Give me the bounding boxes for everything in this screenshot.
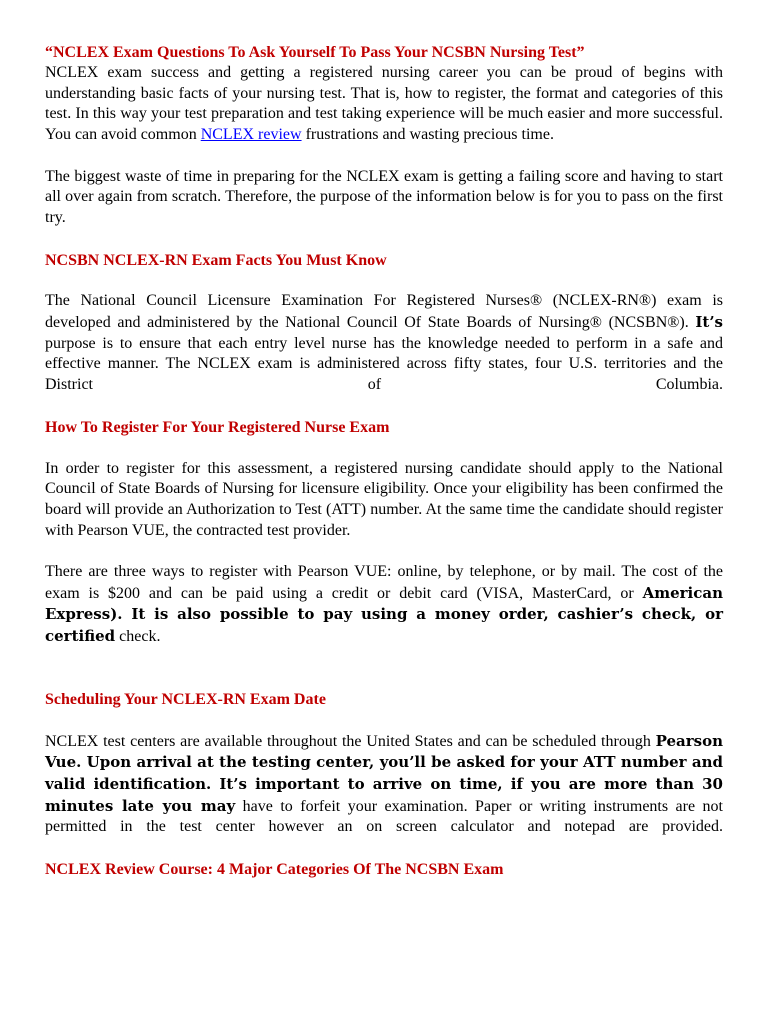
section-heading-scheduling: Scheduling Your NCLEX-RN Exam Date — [45, 690, 326, 708]
section-heading-review-course: NCLEX Review Course: 4 Major Categories Of The NCSBN Exam — [45, 860, 504, 878]
register-paragraph-2 — [45, 562, 723, 648]
intro-paragraph — [45, 63, 723, 146]
scheduling-text-1: NCLEX test centers are available throughout the United States and can be scheduled through — [45, 732, 656, 750]
spacer — [45, 648, 723, 689]
spacer — [45, 838, 723, 859]
section-heading-exam-facts: NCSBN NCLEX-RN Exam Facts You Must Know — [45, 251, 387, 269]
spacer — [45, 438, 723, 459]
nclex-review-link[interactable]: NCLEX review — [200, 126, 302, 144]
document-title: “NCLEX Exam Questions To Ask Yourself To Pass Your NCSBN Nursing Test” — [45, 44, 585, 61]
spacer — [45, 146, 723, 167]
exam-facts-text-3: purpose is to ensure that each entry level nurse has the knowledge needed to perform in a safe and effective manner. The NCLEX exam is administered across fifty states, four U.S. territories and the District of Columbia. — [45, 334, 723, 394]
failing-score-paragraph: The biggest waste of time in preparing for the NCLEX exam is getting a failing score and having to start all over again from scratch. Therefore, the purpose of the information below is for you to pass on the first try. — [45, 167, 723, 226]
document-page — [45, 42, 723, 880]
scheduling-paragraph — [45, 731, 723, 839]
spacer — [45, 541, 723, 562]
register-text-2: American Express). It is also possible to pay using a money order, cashier’s check, or certified — [45, 583, 723, 646]
spacer — [45, 229, 723, 250]
intro-text-before-link: NCLEX exam success and getting a registered nursing career you can be proud of begins with understanding basic facts of your nursing test. That is, how to register, the format and categories of this test. In this way your test preparation and test taking experience will be much easier and more successful. You can avoid common — [45, 64, 723, 144]
scheduling-text-3: have to forfeit your examination. Paper or writing instruments are not permitted in the test center however an on screen calculator and notepad are provided. — [45, 797, 724, 836]
exam-facts-text-1: The National Council Licensure Examination For Registered Nurses® (NCLEX-RN®) exam is developed and administered by the National Council Of State Boards of Nursing® (NCSBN®). — [45, 292, 723, 331]
scheduling-text-2: Pearson Vue. Upon arrival at the testing center, you’ll be asked for your ATT number and valid identification. It’s important to arrive on time, if you are more than 30 minutes late you may — [45, 731, 723, 815]
register-text-1: There are three ways to register with Pearson VUE: online, by telephone, or by mail. The cost of the exam is $200 and can be paid using a credit or debit card (VISA, MasterCard, or — [45, 563, 723, 602]
spacer — [45, 710, 723, 731]
exam-facts-paragraph — [45, 291, 723, 396]
intro-text-after-link: frustrations and wasting precious time. — [301, 126, 554, 144]
spacer — [45, 271, 723, 292]
exam-facts-text-2: It’s — [695, 313, 723, 331]
register-text-3: check. — [115, 628, 161, 646]
register-paragraph-1: In order to register for this assessment, a registered nursing candidate should apply to the National Council of State Boards of Nursing for licensure eligibility. Once your eligibility has been confirmed the board will provide an Authorization to Test (ATT) number. At the same time the candidate should register with Pearson VUE, the contracted test provider. — [45, 459, 723, 539]
section-heading-register: How To Register For Your Registered Nurse Exam — [45, 418, 390, 436]
spacer — [45, 396, 723, 417]
